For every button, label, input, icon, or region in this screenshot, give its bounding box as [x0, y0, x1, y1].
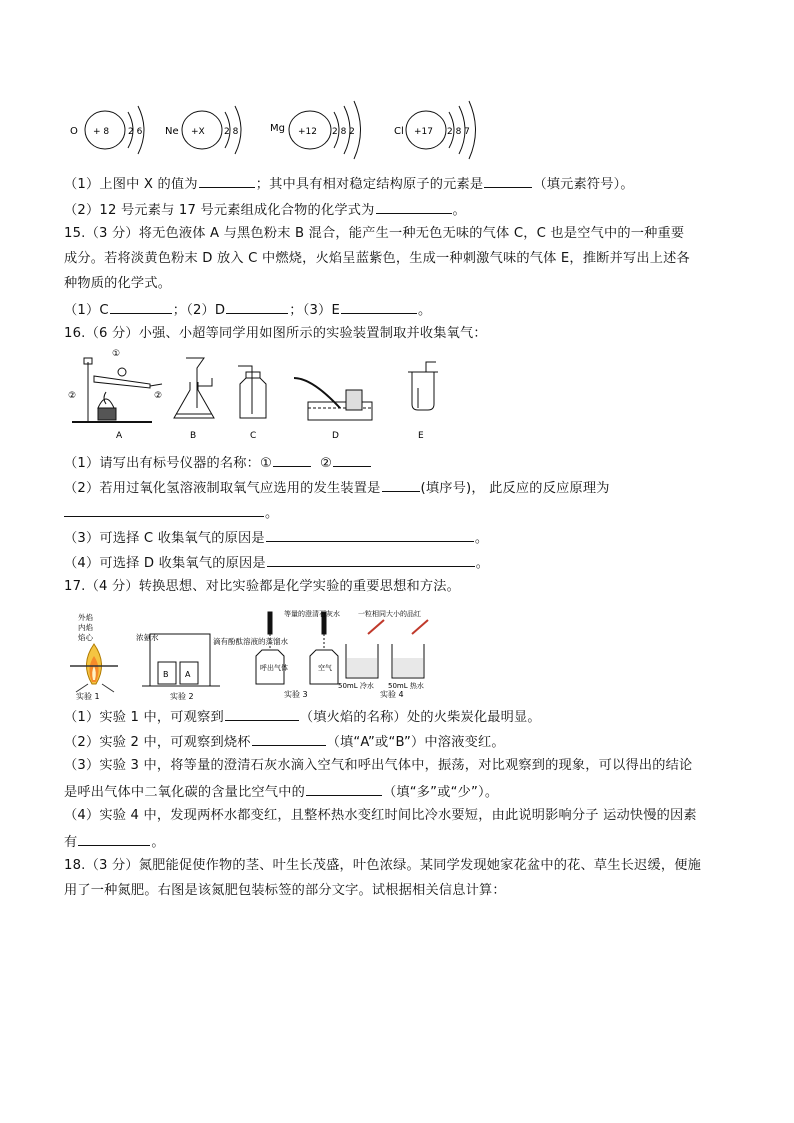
experiment-4 [346, 620, 428, 678]
atom-diagram-magnesium [270, 101, 361, 159]
exp4-caption: 实验 4 [380, 690, 404, 699]
q17-part2: （2）实验 2 中，可观察到烧杯 （填“A”或“B”）中溶液变红。 [64, 731, 505, 753]
atom-symbol: Ne [165, 126, 179, 137]
atom-diagram-neon [165, 106, 241, 154]
q16-part2-cont: 。 [64, 502, 278, 524]
atom-shells: 2 6 [128, 127, 143, 137]
label-2b: ② [154, 391, 163, 401]
atom-nucleus: +17 [414, 127, 433, 137]
q16-part3: （3）可选择 C 收集氧气的原因是 。 [64, 527, 488, 549]
experiments-figure [62, 604, 442, 700]
answer-blank[interactable] [484, 173, 532, 188]
exp2-caption: 实验 2 [170, 692, 194, 700]
label-inner-flame: 内焰 [78, 623, 93, 632]
q18-line1: 18.（3 分）氮肥能促使作物的茎、叶生长茂盛，叶色浓绿。某同学发现她家花盆中的花、草生长迟缓，便施 [64, 858, 701, 873]
apparatus-b [174, 358, 214, 418]
apparatus-d [294, 378, 372, 420]
q14-part2: （2）12 号元素与 17 号元素组成化合物的化学式为 。 [64, 199, 466, 221]
answer-blank[interactable] [64, 502, 264, 517]
label-phenolphthalein: 滴有酚酞溶液的蒸馏水 [213, 637, 288, 646]
atom-symbol: Mg [270, 123, 285, 134]
label-e: E [418, 431, 424, 441]
label-d: D [332, 431, 339, 441]
q15-line3: 种物质的化学式。 [64, 276, 172, 291]
answer-blank[interactable] [341, 299, 417, 314]
answer-blank[interactable] [225, 706, 299, 721]
answer-blank[interactable] [267, 552, 475, 567]
answer-blank[interactable] [199, 173, 255, 188]
q15-line2: 成分。若将淡黄色粉末 D 放入 C 中燃烧，火焰呈蓝紫色，生成一种刺激气味的气体 E，推断并写出上述各 [64, 251, 690, 266]
atom-nucleus: + 8 [93, 127, 110, 137]
q15-answers: （1）C ；（2）D ；（3）E 。 [64, 299, 431, 321]
label-b: B [190, 431, 197, 441]
oxygen-apparatus-figure [62, 348, 462, 444]
label-exhaled-gas: 呼出气体 [260, 664, 288, 672]
label-1: ① [112, 349, 121, 359]
experiment-3 [256, 612, 338, 684]
apparatus-e [408, 362, 438, 410]
q17-part4-line1: （4）实验 4 中，发现两杯水都变红，且整杯热水变红时间比冷水要短，由此说明影响分子 运动快慢的因素 [64, 808, 697, 823]
atom-shells: 2 8 7 [447, 127, 470, 137]
answer-blank[interactable] [78, 831, 150, 846]
answer-blank[interactable] [306, 781, 382, 796]
apparatus-c [238, 366, 266, 418]
q16-part2: （2）若用过氧化氢溶液制取氧气应选用的发生装置是 (填序号)， 此反应的反应原理为 [64, 477, 610, 499]
answer-blank[interactable] [110, 299, 172, 314]
label-flame-core: 焰心 [78, 633, 93, 642]
atom-nucleus: +12 [298, 127, 317, 137]
answer-blank[interactable] [382, 477, 420, 492]
exp3-caption: 实验 3 [284, 690, 308, 699]
label-a: A [116, 431, 123, 441]
atom-shells: 2 8 2 [332, 127, 355, 137]
atom-nucleus: +X [191, 127, 205, 137]
answer-blank[interactable] [376, 199, 452, 214]
atom-structure-diagrams [60, 98, 500, 160]
q16-title: 16.（6 分）小强、小超等同学用如图所示的实验装置制取并收集氧气： [64, 326, 487, 341]
q17-part3-line2: 是呼出气体中二氧化碳的含量比空气中的 （填“多”或“少”）。 [64, 781, 498, 803]
apparatus-a [72, 358, 162, 422]
beaker-b: B [163, 670, 169, 679]
answer-blank[interactable] [273, 452, 311, 467]
q15-line1: 15.（3 分）将无色液体 A 与黑色粉末 B 混合，能产生一种无色无味的气体 C，C 也是空气中的一种重要 [64, 226, 685, 241]
q17-title: 17.（4 分）转换思想、对比实验都是化学实验的重要思想和方法。 [64, 579, 461, 594]
label-ammonia: 浓氨水 [136, 633, 159, 642]
atom-diagram-oxygen [70, 106, 144, 154]
answer-blank[interactable] [226, 299, 288, 314]
label-limewater: 等量的澄清石灰水 [284, 610, 340, 618]
q17-part1: （1）实验 1 中，可观察到 （填火焰的名称）处的火柴炭化最明显。 [64, 706, 541, 728]
atom-symbol: Cl [394, 126, 404, 137]
exp1-caption: 实验 1 [76, 692, 100, 700]
label-2: ② [68, 391, 77, 401]
q16-part4: （4）可选择 D 收集氧气的原因是 。 [64, 552, 489, 574]
experiment-1 [70, 612, 118, 700]
q16-part1: （1）请写出有标号仪器的名称：① ② [64, 452, 372, 474]
atom-symbol: O [70, 126, 78, 137]
q17-part4-line2: 有 。 [64, 831, 165, 853]
beaker-a: A [185, 670, 191, 679]
atom-shells: 2 8 [224, 127, 239, 137]
q17-part3-line1: （3）实验 3 中，将等量的澄清石灰水滴入空气和呼出气体中，振荡，对比观察到的现象，可以得出的结论 [64, 758, 693, 773]
atom-diagram-chlorine [394, 101, 476, 159]
q18-line2: 用了一种氮肥。右图是该氮肥包装标签的部分文字。试根据相关信息计算： [64, 883, 506, 898]
answer-blank[interactable] [266, 527, 474, 542]
answer-blank[interactable] [252, 731, 326, 746]
label-air: 空气 [318, 664, 332, 672]
label-hot-water: 50mL 热水 [388, 682, 424, 690]
answer-blank[interactable] [333, 452, 371, 467]
label-cold-water: 50mL 冷水 [338, 682, 374, 690]
label-outer-flame: 外焰 [78, 613, 93, 622]
q14-part1: （1）上图中 X 的值为 ；其中具有相对稳定结构原子的元素是 （填元素符号）。 [64, 173, 634, 195]
label-red-dye: 一粒相同大小的品红 [358, 610, 421, 618]
label-c: C [250, 431, 257, 441]
